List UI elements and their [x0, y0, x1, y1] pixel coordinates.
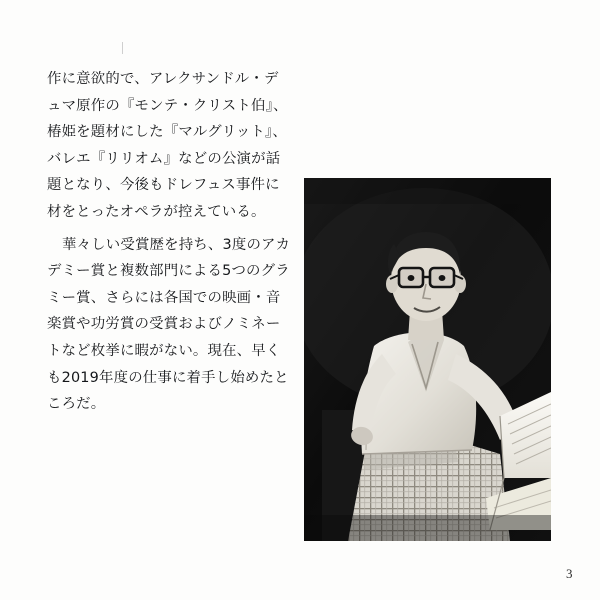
photograph-frame: [304, 178, 551, 541]
paragraph-2: [47, 232, 292, 418]
registration-tick-mark: [122, 42, 123, 54]
text-column: [47, 66, 292, 418]
paragraph-1: [47, 66, 292, 226]
paragraph-1-text: 作に意欲的で、アレクサンドル・デュマ原作の『モンテ・クリスト伯』、椿姫を題材にした『マルグリット』、バレエ『リリオム』などの公演が話題となり、今後もドレフュス事件に材をとったオペラが控えている。: [47, 71, 288, 220]
paragraph-2-text: 華々しい受賞歴を持ち、3度のアカデミー賞と複数部門による5つのグラミー賞、さらには各国での映画・音楽賞や功労賞の受賞およびノミネートなど枚挙に暇がない。現在、早くも2019年度の仕事に着手し始めたところだ。: [47, 236, 291, 413]
page-number: 3: [566, 566, 573, 581]
photograph: [304, 178, 551, 541]
